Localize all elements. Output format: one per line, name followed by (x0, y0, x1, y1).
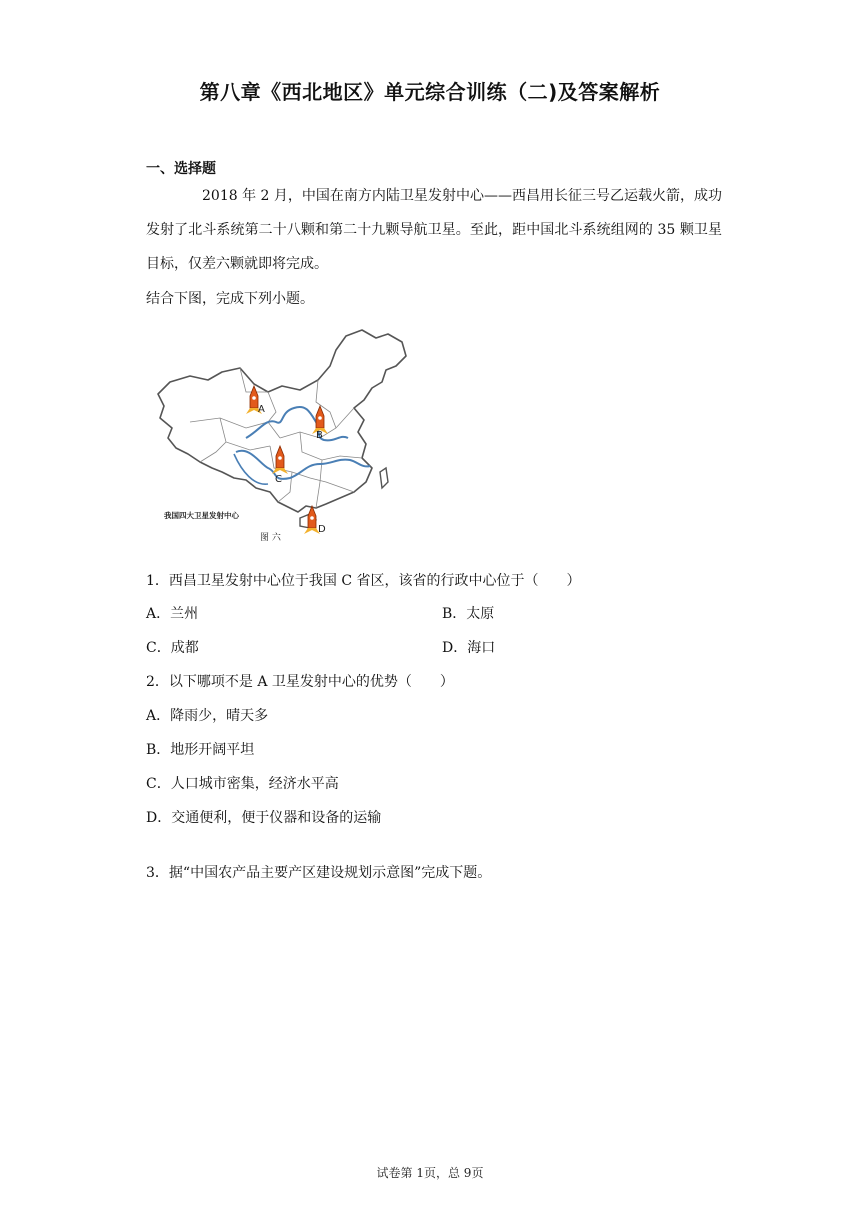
q1-option-a[interactable]: A．兰州 (146, 606, 199, 622)
question-2-stem: 2．以下哪项不是 A 卫星发射中心的优势（ ） (146, 674, 454, 690)
map-figure-caption: 图 六 (260, 533, 281, 543)
map-label-a: A (258, 404, 265, 415)
section-heading: 一、选择题 (146, 161, 216, 177)
map-inner-caption: 我国四大卫星发射中心 (164, 511, 239, 520)
map-label-d: D (318, 524, 326, 535)
page-footer: 试卷第 1页，总 9页 (376, 1166, 484, 1180)
q1-option-c[interactable]: C．成都 (146, 640, 199, 656)
question-3-stem: 3．据“中国农产品主要产区建设规划示意图”完成下题。 (146, 865, 492, 881)
question-1-stem: 1．西昌卫星发射中心位于我国 C 省区，该省的行政中心位于（ ） (146, 573, 581, 589)
q1-option-b[interactable]: B．太原 (442, 606, 495, 622)
intro-text: 年 2 月，中国在南方内陆卫星发射中心——西昌用长征三号乙运载火箭，成功发射了北斗系统第二十八颗和第二十九颗导航卫星。至此，距中国北斗系统组网的 35 颗卫星目标，仅差六颗就即将完成。 (146, 188, 722, 272)
china-launch-center-map (150, 322, 422, 544)
q2-option-d[interactable]: D．交通便利，便于仪器和设备的运输 (146, 810, 382, 826)
q2-option-b[interactable]: B．地形开阔平坦 (146, 742, 255, 758)
page-title: 第八章《西北地区》单元综合训练（二)及答案解析 (199, 80, 661, 104)
intro-paragraph (146, 179, 722, 281)
taiwan-island (380, 468, 388, 488)
intro-prompt: 结合下图，完成下列小题。 (146, 291, 314, 307)
q1-option-d[interactable]: D．海口 (442, 640, 496, 656)
intro-year: 2018 (202, 188, 238, 204)
q2-option-c[interactable]: C．人口城市密集，经济水平高 (146, 776, 339, 792)
map-label-b: B (316, 430, 323, 441)
q2-option-a[interactable]: A．降雨少，晴天多 (146, 708, 269, 724)
map-label-c: C (275, 474, 282, 485)
